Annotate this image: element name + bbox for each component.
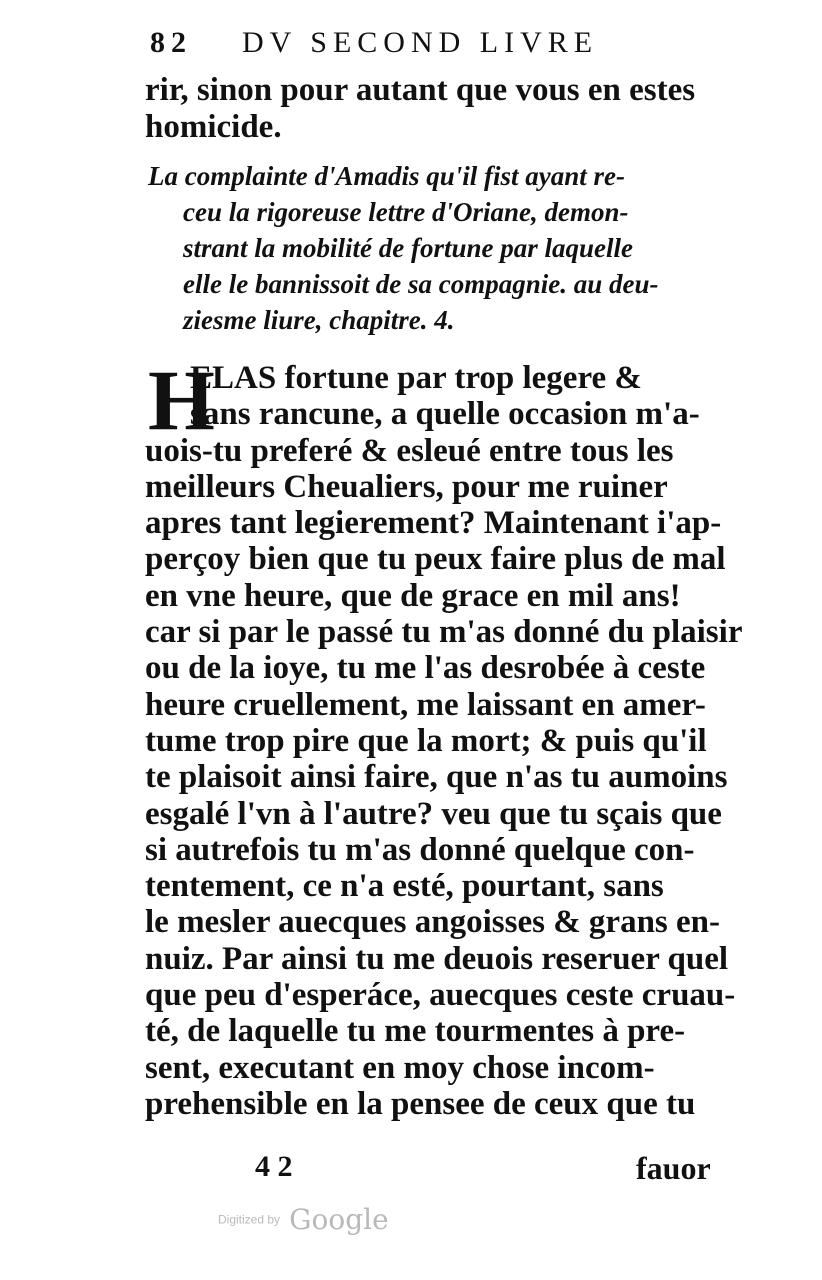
body-line: esgalé l'vn à l'autre? veu que tu sçais que xyxy=(145,795,722,832)
body-line: en vne heure, que de grace en mil ans! xyxy=(145,577,681,614)
body-text xyxy=(145,360,743,1122)
body-line: si autrefois tu m'as donné quelque con- xyxy=(145,831,695,868)
body-line: heure cruellement, me laissant en amer- xyxy=(145,686,706,723)
page-number: 82 xyxy=(150,26,192,59)
heading-line: La complainte d'Amadis qu'il fist ayant re- xyxy=(148,161,626,191)
running-head xyxy=(150,26,720,66)
body-line: apres tant legierement? Maintenant i'ap- xyxy=(145,505,722,542)
body-line: sans rancune, a quelle occasion m'a- xyxy=(190,396,700,433)
body-line: le mesler auecques angoisses & grans en- xyxy=(145,904,721,941)
digitization-watermark xyxy=(218,1203,389,1236)
drop-cap: H xyxy=(148,352,215,448)
body-line: ou de la ioye, tu me l'as desrobée à ceste xyxy=(145,650,706,687)
chapter-heading xyxy=(148,158,720,338)
body-line: ELAS fortune par trop legere & xyxy=(190,360,642,396)
body-line: sent, executant en moy chose incom- xyxy=(145,1049,655,1086)
body-line: te plaisoit ainsi faire, que n'as tu aumoins xyxy=(145,759,728,796)
running-title: DV SECOND LIVRE xyxy=(242,26,599,59)
google-logo: Google xyxy=(289,1203,389,1236)
body-line: car si par le passé tu m'as donné du plaisir xyxy=(145,614,743,651)
body-line: uois-tu preferé & esleué entre tous les xyxy=(145,432,674,469)
body-line: perçoy bien que tu peux faire plus de mal xyxy=(145,541,726,578)
watermark-prefix: Digitized by xyxy=(218,1212,281,1227)
text-line: homicide. xyxy=(145,109,282,145)
text-line: rir, sinon pour autant que vous en estes xyxy=(145,72,696,108)
body-line: tentement, ce n'a esté, pourtant, sans xyxy=(145,868,664,905)
signature-mark: 4 2 xyxy=(255,1150,293,1183)
heading-line: ziesme liure, chapitre. 4. xyxy=(183,305,455,335)
heading-line: elle le bannissoit de sa compagnie. au deu- xyxy=(183,269,659,299)
body-line: nuiz. Par ainsi tu me deuois reseruer quel xyxy=(145,940,729,977)
heading-line: strant la mobilité de fortune par laquelle xyxy=(183,233,634,263)
body-line: té, de laquelle tu me tourmentes à pre- xyxy=(145,1013,686,1050)
heading-line: ceu la rigoreuse lettre d'Oriane, demon- xyxy=(183,197,629,227)
body-line: que peu d'esperáce, auecques ceste cruau- xyxy=(145,977,736,1014)
body-line: prehensible en la pensee de ceux que tu xyxy=(145,1085,696,1122)
catchword: fauor xyxy=(636,1150,711,1186)
continued-text xyxy=(145,72,720,146)
body-line: meilleurs Cheualiers, pour me ruiner xyxy=(145,468,668,505)
body-line: tume trop pire que la mort; & puis qu'il xyxy=(145,722,707,759)
